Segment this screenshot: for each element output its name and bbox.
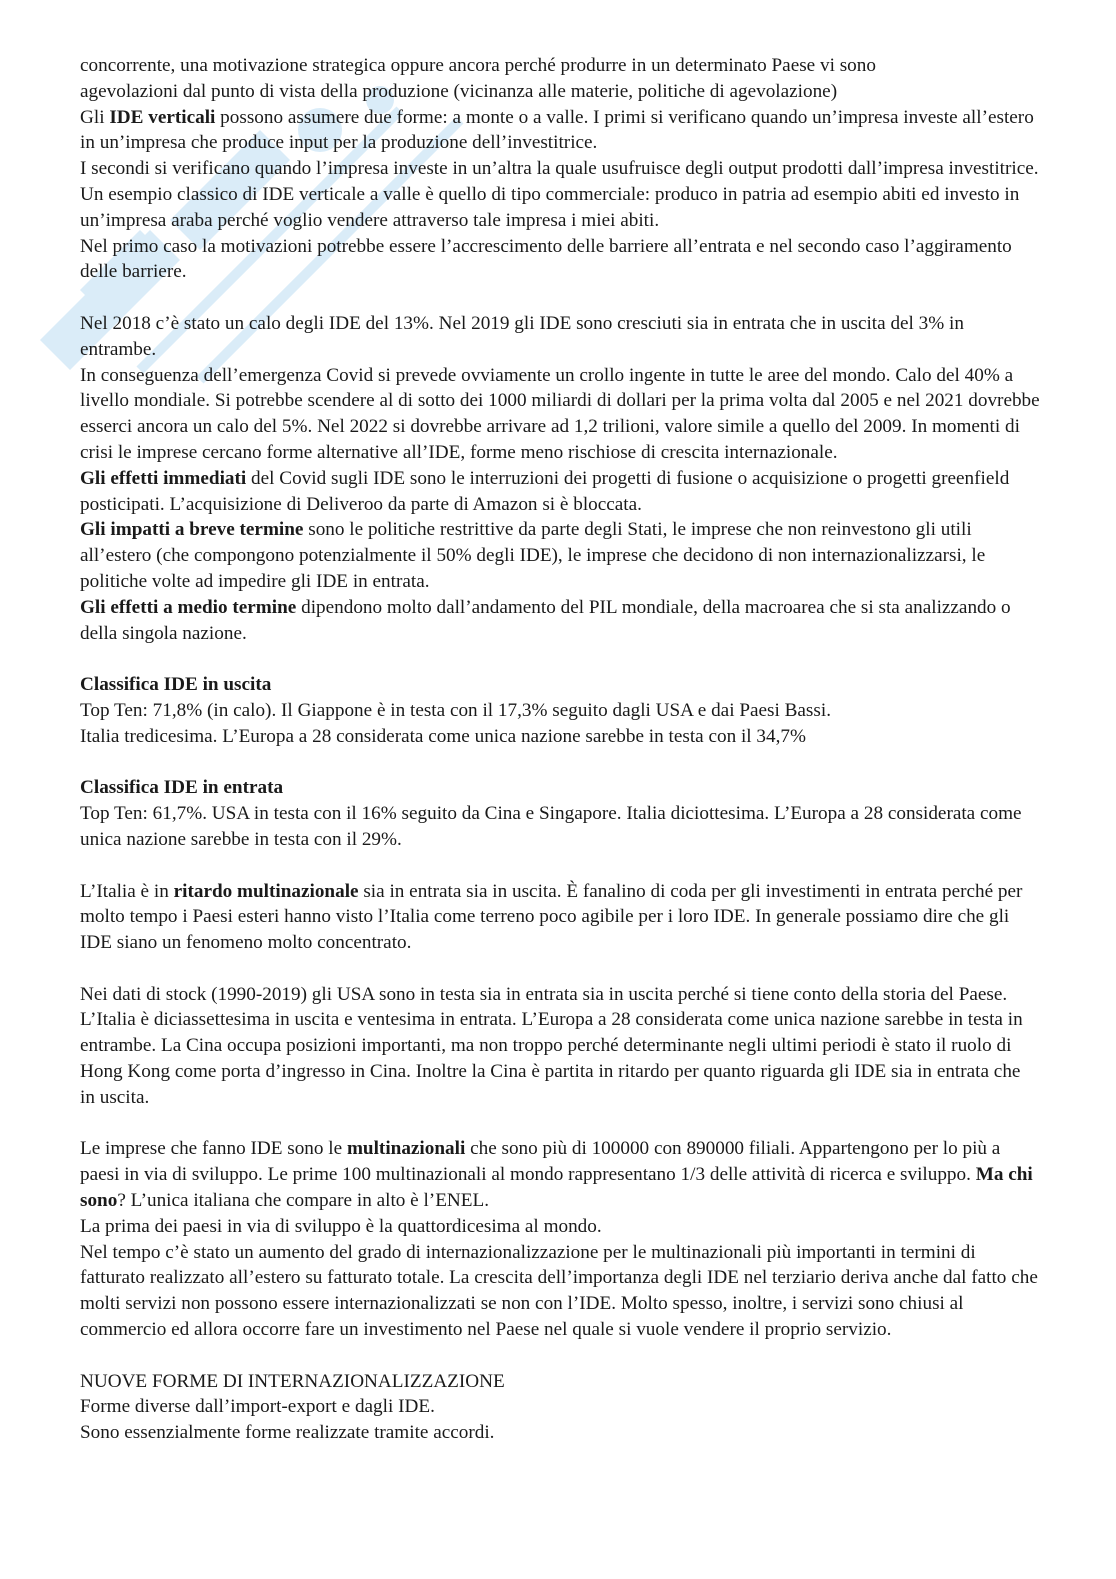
paragraph-motivazioni: Nel primo caso la motivazioni potrebbe essere l’accrescimento delle barriere all’entrata e nel secondo caso l’aggiramento delle barriere. xyxy=(80,235,1012,283)
text-run: Gli xyxy=(80,106,110,128)
paragraph-internazionalizzazione: Nel tempo c’è stato un aumento del grado di internazionalizzazione per le multinazionali più importanti in termini di fatturato realizzato all’estero su fatturato totale. La crescita dell’importanza degli IDE nel terziario deriva anche dal fatto che molti servizi non possono essere internazionalizzati se non con l’IDE. Molto spesso, inoltre, i servizi sono chiusi al commercio ed allora occorre fare un investimento nel Paese nel quale si vuole vendere il proprio servizio. xyxy=(80,1241,1038,1341)
paragraph-2018-2019: Nel 2018 c’è stato un calo degli IDE del 13%. Nel 2019 gli IDE sono cresciuti sia in entrata che in uscita del 3% in entrambe. xyxy=(80,312,964,360)
heading-text: Classifica IDE in uscita xyxy=(80,674,272,696)
bold-term: Gli effetti immediati xyxy=(80,467,247,489)
heading-classifica-entrata xyxy=(80,775,1040,801)
text-line: Top Ten: 71,8% (in calo). Il Giappone è in testa con il 17,3% seguito dagli USA e dai Paesi Bassi. xyxy=(80,699,831,721)
heading-text: Classifica IDE in entrata xyxy=(80,777,284,799)
bold-term: Gli effetti a medio termine xyxy=(80,596,297,618)
text-line: Sono essenzialmente forme realizzate tramite accordi. xyxy=(80,1422,495,1444)
bold-term: multinazionali xyxy=(346,1138,466,1160)
paragraph-intro-continuation xyxy=(80,53,1040,105)
paragraph-paesi-sviluppo: La prima dei paesi in via di sviluppo è la quattordicesima al mondo. xyxy=(80,1215,602,1237)
paragraph-uscita xyxy=(80,698,1040,750)
text-run: ? L’unica italiana che compare in alto è l’ENEL. xyxy=(117,1190,490,1212)
text-run: che sono più di 100000 con 890000 filiali. Appartengono per lo più a paesi in via di sviluppo. Le prime 100 multinazionali al mondo rappresentano 1/3 delle attività di ricerca e sviluppo. xyxy=(80,1138,1001,1186)
text-run: sia in entrata sia in uscita. È fanalino di coda per gli investimenti in entrata perché per molto tempo i Paesi esteri hanno visto l’Italia come terreno poco agibile per i loro IDE. In generale possiamo dire che gli IDE siano un fenomeno molto concentrato. xyxy=(80,880,1023,954)
bold-term: Ma chi sono xyxy=(80,1164,1033,1212)
text-run: Le imprese che fanno IDE sono le xyxy=(80,1138,347,1160)
paragraph-secondi: I secondi si verificano quando l’impresa investe in un’altra la quale usufruisce degli output prodotti dall’impresa investitrice. Un esempio classico di IDE verticale a valle è quello di tipo commerciale: produco in patria ad esempio abiti ed investo in un’impresa araba perché voglio vendere attraverso tale impresa i miei abiti. xyxy=(80,158,1039,231)
bold-term: Gli impatti a breve termine xyxy=(80,519,304,541)
paragraph-ide-verticali xyxy=(80,105,1040,157)
paragraph-covid: In conseguenza dell’emergenza Covid si prevede ovviamente un crollo ingente in tutte le aree del mondo. Calo del 40% a livello mondiale. Si potrebbe scendere al di sotto dei 1000 miliardi di dollari per la prima volta dal 2005 e nel 2021 dovrebbe esserci ancora un calo del 5%. Nel 2022 si dovrebbe arrivare ad 1,2 trilioni, valore simile a quello del 2009. In momenti di crisi le imprese cercano forme alternative all’IDE, forme meno rischiose di crescita internazionale. xyxy=(80,364,1040,463)
text-line: Italia tredicesima. L’Europa a 28 considerata come unica nazione sarebbe in testa con il 34,7% xyxy=(80,725,806,747)
paragraph-nuove-forme xyxy=(80,1394,1040,1446)
paragraph-ritardo xyxy=(80,879,1040,956)
paragraph-impatti-breve xyxy=(80,517,1040,594)
text-line: agevolazioni dal punto di vista della produzione (vicinanza alle materie, politiche di agevolazione) xyxy=(80,80,838,102)
text-run: possono assumere due forme: a monte o a valle. I primi si verificano quando un’impresa investe all’estero in un’impresa che produce input per la produzione dell’investitrice. xyxy=(80,106,1034,154)
text-line: concorrente, una motivazione strategica oppure ancora perché produrre in un determinato Paese vi sono xyxy=(80,55,876,76)
paragraph-entrata: Top Ten: 61,7%. USA in testa con il 16% seguito da Cina e Singapore. Italia diciottesima. L’Europa a 28 considerata come unica nazione sarebbe in testa con il 29%. xyxy=(80,803,1022,850)
text-line: Forme diverse dall’import-export e dagli IDE. xyxy=(80,1396,435,1418)
document-page xyxy=(80,53,1040,1446)
paragraph-stock: Nei dati di stock (1990-2019) gli USA sono in testa sia in entrata sia in uscita perché si tiene conto della storia del Paese. L’Italia è diciassettesima in uscita e ventesima in entrata. L’Europa a 28 considerata come unica nazione sarebbe in testa in entrambe. La Cina occupa posizioni importanti, ma non troppo perché determinante negli ultimi periodi è stato il ruolo di Hong Kong come porta d’ingresso in Cina. Inoltre la Cina è partita in ritardo per quanto riguarda gli IDE sia in entrata che in uscita. xyxy=(80,983,1023,1108)
heading-nuove-forme: NUOVE FORME DI INTERNAZIONALIZZAZIONE xyxy=(80,1370,505,1392)
bold-term: IDE verticali xyxy=(109,106,216,128)
text-run: L’Italia è in xyxy=(80,880,174,902)
text-run: dipendono molto dall’andamento del PIL mondiale, della macroarea che si sta analizzando o della singola nazione. xyxy=(80,596,1011,644)
paragraph-effetti-medio xyxy=(80,595,1040,647)
heading-classifica-uscita xyxy=(80,672,1040,698)
text-run: del Covid sugli IDE sono le interruzioni dei progetti di fusione o acquisizione o progetti greenfield posticipati. L’acquisizione di Deliveroo da parte di Amazon si è bloccata. xyxy=(80,467,1010,515)
text-run: sono le politiche restrittive da parte degli Stati, le imprese che non reinvestono gli utili all’estero (che compongono potenzialmente il 50% degli IDE), le imprese che decidono di non internazionalizzarsi, le politiche volte ad impedire gli IDE in entrata. xyxy=(80,519,986,592)
paragraph-multinazionali xyxy=(80,1136,1040,1213)
paragraph-effetti-immediati xyxy=(80,466,1040,518)
bold-term: ritardo multinazionale xyxy=(173,880,359,902)
